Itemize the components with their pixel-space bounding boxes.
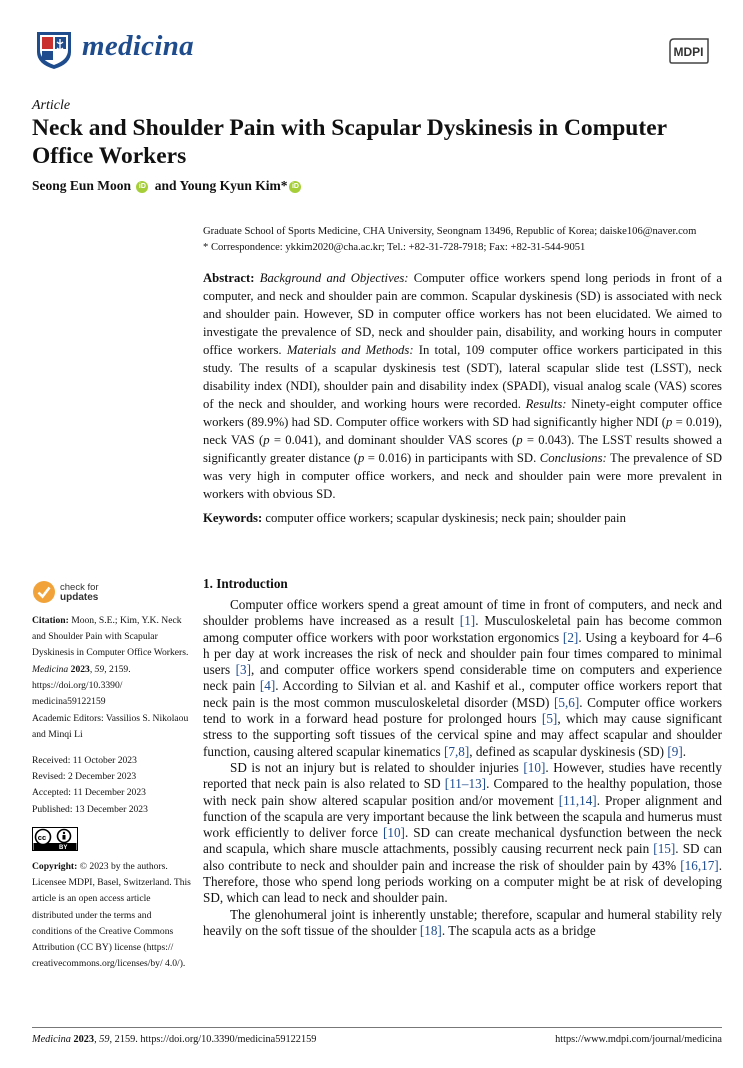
citation-link[interactable]: [11,14]: [558, 792, 597, 808]
citation-link[interactable]: [4]: [259, 678, 276, 694]
abstract-section-label: Results:: [525, 397, 567, 411]
abstract-section-label: Background and Objectives:: [259, 271, 409, 285]
author-name[interactable]: Seong Eun Moon: [32, 178, 132, 193]
abstract-text: = 0.016) in participants with SD.: [364, 451, 537, 465]
p-symbol: p: [263, 433, 270, 447]
abstract-text: The prevalence of SD was very high in computer office workers, and neck and shoulder pain were more prevalent in workers with obvious SD.: [203, 451, 722, 501]
cc-by-license-icon[interactable]: [32, 827, 78, 851]
text: . Compared to the healthy population, those with neck pain show altered scapular position and/or movement: [203, 776, 722, 808]
license-badge-text: BY: [59, 845, 68, 851]
citation-link[interactable]: [18]: [419, 922, 442, 938]
abstract-text: = 0.041), and dominant shoulder VAS scores (: [269, 433, 517, 447]
text: , and computer office workers spend considerable time on computers and experience neck pain: [203, 662, 722, 694]
text: The glenohumeral joint is inherently unstable; therefore, scapular and humeral stability rely heavily on the soft tissue of the shoulder: [203, 906, 722, 938]
text: . Musculoskeletal pain has become common among computer office workers with poor workstation ergonomics: [203, 613, 722, 645]
text: , defined as scapular dyskinesis (SD): [469, 743, 668, 759]
citation-link[interactable]: [5,6]: [553, 694, 580, 710]
citation-text: Moon, S.E.; Kim, Y.K. Neck and Shoulder Pain with Scapular Dyskinesis in Computer Office Workers.: [32, 615, 189, 659]
text: . SD can also contribute to neck and shoulder pain and increase the risk of shoulder pain by 43%: [203, 841, 722, 873]
publisher-name: MDPI: [673, 45, 704, 59]
text: Computer office workers spend a great amount of time in front of computers, and neck and shoulder problems have increased as a result: [203, 597, 722, 629]
text: . Therefore, those who spend long periods working on a computer might be at risk of developing SD, which can lead to neck and shoulder pain.: [203, 857, 722, 906]
citation-volume: 59: [94, 663, 105, 675]
journal-name: medicina: [82, 30, 194, 62]
revised-date: Revised: 2 December 2023: [32, 771, 137, 783]
p-symbol: p: [516, 433, 523, 447]
citation-link[interactable]: [9]: [667, 743, 683, 759]
copyright-text: © 2023 by the authors. Licensee MDPI, Basel, Switzerland. This article is an open access article distributed under the terms and conditions of the Creative Commons Attribution (CC BY) license (https:// creativecommons.org/licenses/by/ 4.0/).: [32, 861, 191, 970]
footer-journal: Medicina: [32, 1034, 71, 1045]
body-text: [203, 597, 722, 939]
updates-label: updates: [60, 592, 99, 603]
footer-year: 2023: [73, 1034, 95, 1045]
check-updates-icon: [32, 580, 56, 604]
author-list: [32, 178, 304, 194]
text: . Computer office workers tend to work in a forward head posture for prolonged hours: [203, 694, 723, 727]
paragraph: [203, 907, 722, 940]
section-heading: 1. Introduction: [203, 576, 288, 591]
text: .: [682, 743, 687, 759]
paragraph: [203, 597, 722, 760]
affiliations: [203, 224, 723, 256]
p-symbol: p: [357, 451, 365, 465]
text: . The scapula acts as a bridge: [441, 922, 596, 938]
text: . However, studies have recently reported that neck pain is also related to SD: [203, 759, 722, 792]
svg-text:cc: cc: [37, 833, 47, 842]
article-title: Neck and Shoulder Pain with Scapular Dyskinesis in Computer Office Workers: [32, 115, 667, 169]
footer-volume: 59: [99, 1034, 110, 1045]
citation-link[interactable]: [7,8]: [443, 743, 470, 759]
medicina-logo-icon: [34, 30, 74, 70]
citation-label: Citation:: [32, 615, 69, 626]
text: . Using a keyboard for 4–6 h per day at work increases the risk of neck and shoulder pain four times compared to minimal users: [203, 629, 722, 678]
paragraph: [203, 760, 722, 907]
footer-journal-url[interactable]: https://www.mdpi.com/journal/medicina: [555, 1034, 722, 1045]
citation-journal: Medicina: [32, 663, 69, 675]
citation-link[interactable]: [3]: [235, 662, 252, 678]
abstract-text: = 0.043). The LSST results showed a significantly greater distance (: [203, 433, 722, 465]
copyright-label: Copyright:: [32, 861, 78, 872]
author-conjunction: and: [154, 178, 177, 193]
keywords: [203, 511, 626, 526]
dates-block: [32, 753, 192, 818]
corresponding-mark: *: [280, 178, 288, 193]
orcid-icon[interactable]: iD: [289, 181, 301, 193]
citation-doi[interactable]: , 2159. https://doi.org/10.3390/ medicina59122159: [32, 663, 131, 708]
correspondence-line: * Correspondence: ykkim2020@cha.ac.kr; Tel.: +82-31-728-7918; Fax: +82-31-544-9051: [203, 242, 586, 253]
text: , which may cause significant stress to the supporting soft tissues of the cervical spine and may affect scapular and shoulder function, causing altered scapular kinematics: [203, 711, 722, 759]
citation-link[interactable]: [5]: [541, 711, 558, 727]
text: . SD can create mechanical dysfunction between the neck and scapula, which share muscle attachments, possibly causing recurrent neck pain: [203, 825, 723, 857]
keywords-label: Keywords:: [203, 511, 263, 525]
academic-editors: Academic Editors: Vassilios S. Nikolaou and Minqi Li: [32, 713, 189, 741]
check-for-updates-button[interactable]: [32, 580, 182, 606]
received-date: Received: 11 October 2023: [32, 755, 137, 766]
citation-link[interactable]: [11–13]: [444, 776, 487, 792]
check-for-label: check for: [60, 582, 99, 593]
p-symbol: p: [666, 415, 673, 429]
abstract-section-label: Conclusions:: [539, 451, 607, 465]
accepted-date: Accepted: 11 December 2023: [32, 787, 146, 799]
citation-link[interactable]: [1]: [459, 613, 476, 629]
citation-link[interactable]: [2]: [562, 629, 579, 645]
citation-link[interactable]: [10]: [523, 759, 546, 775]
orcid-icon[interactable]: iD: [136, 181, 148, 193]
text: . According to Silvian et al. and Kashif et al., computer office workers report that neck pain is the most common musculoskeletal disorder (MSD): [203, 678, 722, 710]
copyright-block: [32, 859, 192, 972]
author-name[interactable]: Young Kyun Kim: [179, 178, 281, 193]
citation-year: 2023: [70, 663, 90, 675]
footer-divider: [32, 1027, 722, 1028]
affiliation-line: Graduate School of Sports Medicine, CHA University, Seongnam 13496, Republic of Korea; daiske106@naver.com: [203, 226, 697, 237]
footer-doi[interactable]: , 2159. https://doi.org/10.3390/medicina59122159: [109, 1034, 317, 1045]
abstract-label: Abstract:: [203, 271, 255, 285]
abstract-text: In total, 109 computer office workers participated in this study. The results of a scapular dyskinesis test (SDT), lateral scapular slide test (LSST), neck disability index (NDI), shoulder pain and disability index (SPADI), visual analog scale (VAS) scores of the neck and shoulder, and working hours were recorded.: [203, 343, 722, 411]
abstract-section-label: Materials and Methods:: [286, 343, 414, 357]
text: . Proper alignment and function of the scapula are very important because the link between the scapula and humerus must work efficiently to deliver force: [203, 792, 722, 841]
citation-link[interactable]: [10]: [382, 825, 405, 841]
keywords-text: computer office workers; scapular dyskinesis; neck pain; shoulder pain: [265, 511, 626, 525]
abstract-text: = 0.019), neck VAS (: [203, 415, 722, 447]
footer-citation: Medicina 2023, 59, 2159. https://doi.org/10.3390/medicina59122159: [32, 1034, 317, 1045]
abstract-text: Computer office workers spend long periods in front of a computer, and neck and shoulder pain are common. Scapular dyskinesis (SD) is associated with neck and shoulder pain. However, SD in computer office workers has not been elucidated. We aimed to investigate the prevalence of SD, neck and shoulder pain, disability, and working hours in computer office workers.: [203, 271, 723, 357]
citation-link[interactable]: [15]: [653, 841, 676, 857]
citation-block: Citation: Moon, S.E.; Kim, Y.K. Neck and Shoulder Pain with Scapular Dyskinesis in Computer Office Workers. Medicina 2023, 59, 2159. https://doi.org/10.3390/ medicina59122159: [32, 615, 189, 708]
article-type: Article: [32, 98, 71, 113]
published-date: Published: 13 December 2023: [32, 803, 148, 815]
mdpi-logo-icon: [668, 37, 711, 65]
citation-link[interactable]: [16,17]: [680, 857, 719, 873]
text: SD is not an injury but is related to shoulder injuries: [230, 759, 524, 775]
abstract: [203, 269, 722, 503]
abstract-text: Ninety-eight computer office workers (89.9%) had SD. Computer office workers with SD had significantly higher NDI (: [203, 397, 723, 429]
